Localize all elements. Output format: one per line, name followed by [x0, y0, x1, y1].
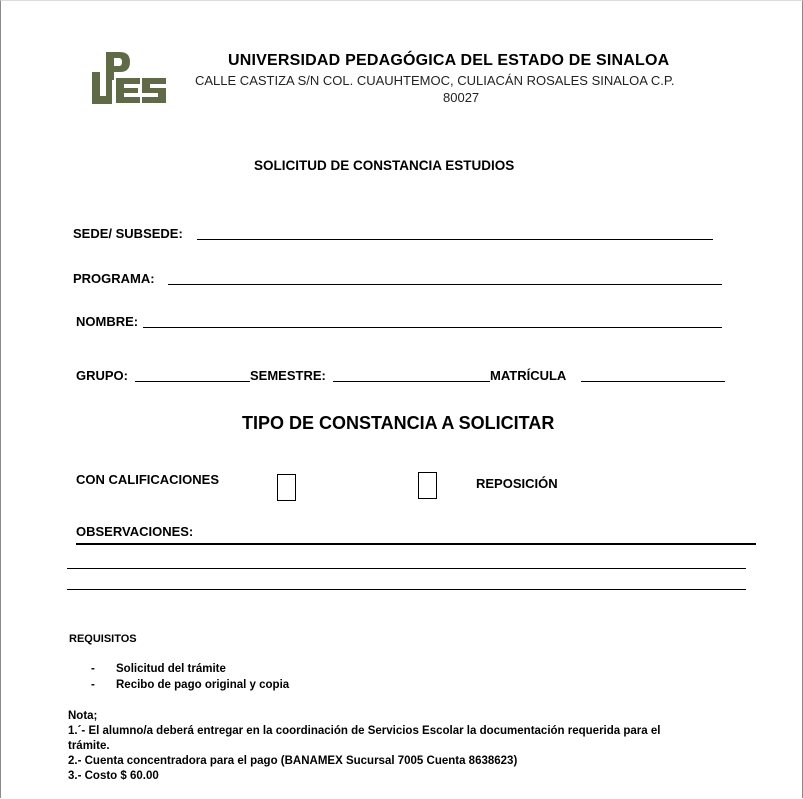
reposicion-label: REPOSICIÓN [476, 476, 558, 491]
nota-line-1a: 1.´- El alumno/a deberá entregar en la coordinación de Servicios Escolar la documentación requerida para el [68, 725, 661, 737]
programa-input-line[interactable] [168, 284, 722, 285]
bullet-dash: - [91, 663, 95, 675]
reposicion-checkbox[interactable] [418, 472, 437, 499]
grupo-label: GRUPO: [76, 368, 128, 383]
nota-line-2: 2.- Cuenta concentradora para el pago (BANAMEX Sucursal 7005 Cuenta 8638623) [68, 755, 518, 767]
nombre-label: NOMBRE: [76, 314, 139, 329]
observaciones-line-3[interactable] [67, 589, 746, 590]
nombre-input-line[interactable] [143, 327, 722, 328]
con-calificaciones-checkbox[interactable] [277, 474, 296, 501]
semestre-input-line[interactable] [333, 381, 490, 382]
document-title: SOLICITUD DE CONSTANCIA ESTUDIOS [254, 158, 515, 173]
upes-logo [90, 50, 168, 108]
requisito-item: Solicitud del trámite [116, 663, 226, 675]
university-name: UNIVERSIDAD PEDAGÓGICA DEL ESTADO DE SINALOA [228, 52, 670, 69]
bullet-dash: - [91, 679, 95, 691]
observaciones-line-1[interactable] [76, 543, 756, 545]
matricula-input-line[interactable] [581, 381, 725, 382]
programa-label: PROGRAMA: [73, 271, 155, 286]
nota-line-1b: trámite. [68, 740, 110, 752]
constancia-section-title: TIPO DE CONSTANCIA A SOLICITAR [242, 413, 555, 433]
observaciones-label: OBSERVACIONES: [76, 524, 194, 539]
con-calificaciones-label: CON CALIFICACIONES [76, 472, 219, 487]
requisito-item: Recibo de pago original y copia [116, 679, 290, 691]
requisitos-title: REQUISITOS [69, 633, 137, 645]
sede-label: SEDE/ SUBSEDE: [73, 226, 183, 241]
observaciones-line-2[interactable] [67, 568, 746, 569]
university-address: CALLE CASTIZA S/N COL. CUAUHTEMOC, CULIACÁN ROSALES SINALOA C.P. [195, 73, 675, 88]
postal-code: 80027 [443, 90, 480, 105]
nota-title: Nota; [68, 710, 98, 722]
nota-line-3: 3.- Costo $ 60.00 [68, 770, 159, 782]
semestre-label: SEMESTRE: [250, 368, 326, 383]
grupo-input-line[interactable] [135, 381, 250, 382]
matricula-label: MATRÍCULA [490, 368, 567, 383]
sede-input-line[interactable] [197, 239, 713, 240]
